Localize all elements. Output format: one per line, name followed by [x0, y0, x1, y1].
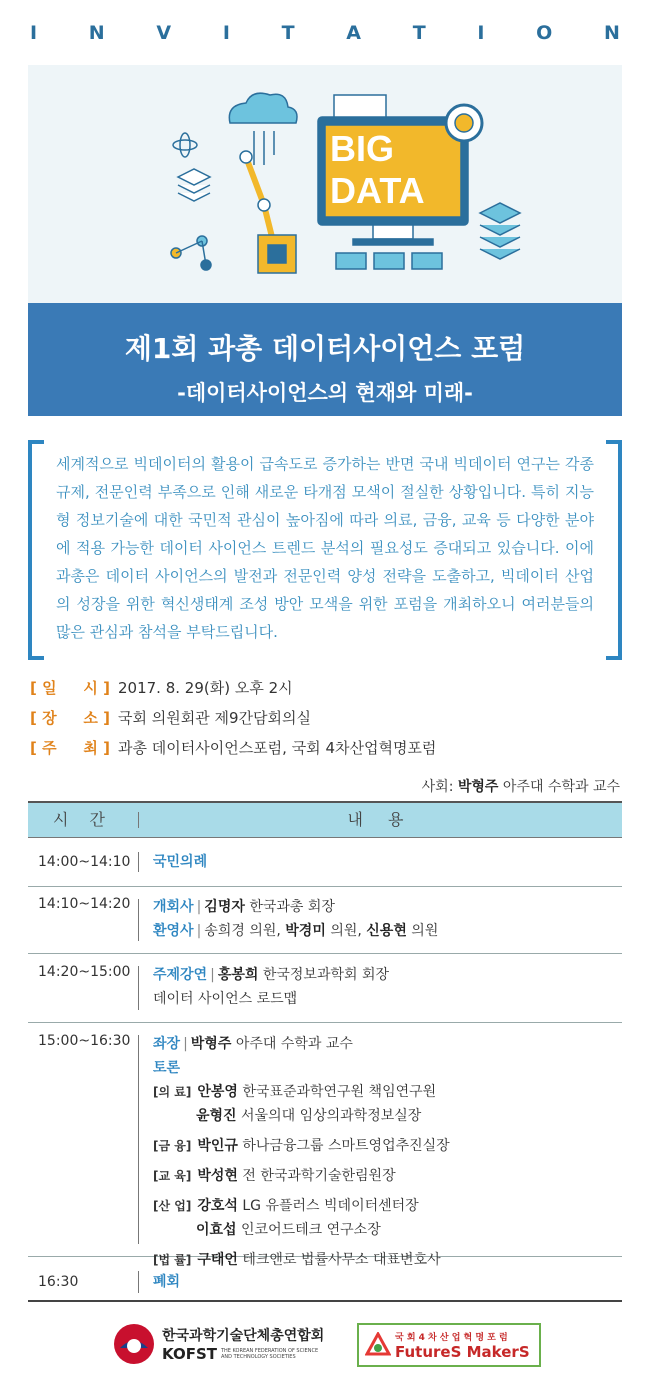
footer-divider — [28, 1300, 622, 1302]
row-time: 14:10~14:20 — [38, 896, 131, 912]
panelist-desc: 인코어드테크 연구소장 — [241, 1222, 381, 1238]
panelist-desc: LG 유플러스 빅데이터센터장 — [242, 1198, 419, 1214]
triangle-logo-icon — [365, 1332, 391, 1358]
info-date — [30, 673, 620, 703]
title-banner — [28, 303, 622, 416]
letter: N — [604, 22, 620, 44]
panel-label: 토론 — [153, 1060, 181, 1076]
forum-subtitle: -데이터사이언스의 현재와 미래- — [177, 381, 473, 405]
big-text: BIG — [330, 128, 395, 169]
speaker-desc: 아주대 수학과 교수 — [235, 1036, 353, 1052]
panelist-desc: 테크앤로 법률사무소 대표변호사 — [242, 1252, 441, 1268]
moderator-name: 박형주 — [457, 779, 499, 795]
panelist-desc: 서울의대 임상의과학정보실장 — [241, 1108, 422, 1124]
row-time: 16:30 — [38, 1274, 79, 1290]
panelist-name: 박성현 — [197, 1168, 238, 1184]
kofst-english-1: THE KOREAN FEDERATION OF SCIENCE — [220, 1348, 319, 1354]
speaker-desc: 한국과총 회장 — [249, 899, 335, 915]
panelist-name: 박인규 — [197, 1138, 238, 1154]
forum-title: 제1회 과총 데이터사이언스 포럼 — [124, 332, 526, 365]
data-text: DATA — [330, 170, 425, 211]
date-value: 2017. 8. 29(화) 오후 2시 — [118, 679, 293, 697]
speaker-desc: 의원 — [411, 923, 439, 939]
place-label — [30, 703, 110, 733]
welcome-speech: 환영사 | 송희경 의원, 박경미 의원, 신용현 의원 — [153, 923, 439, 939]
info-place — [30, 703, 620, 733]
schedule-header — [28, 801, 622, 838]
label-part: 시 ] — [83, 679, 110, 697]
kofst-logo — [112, 1322, 324, 1366]
role: 환영사 — [153, 923, 194, 939]
moderator-desc: 아주대 수학과 교수 — [502, 779, 620, 795]
letter: I — [30, 22, 38, 44]
field-tag: [의 료] — [153, 1085, 192, 1099]
intro-section — [28, 440, 622, 654]
letter: T — [281, 22, 295, 44]
row-title: 폐회 — [153, 1274, 181, 1290]
organizer-value: 과총 데이터사이언스포럼, 국회 4차산업혁명포럼 — [118, 739, 437, 757]
date-label — [30, 673, 110, 703]
panelist-desc: 하나금융그룹 스마트영업추진실장 — [242, 1138, 450, 1154]
label-part: [ 장 — [30, 709, 57, 727]
layers-icon — [178, 169, 210, 201]
speaker-name: 송희경 — [204, 923, 245, 939]
left-bracket — [28, 440, 44, 660]
moderator-label: 사회: — [421, 779, 454, 795]
lecture-topic: 데이터 사이언스 로드맵 — [153, 991, 298, 1007]
cloud-icon — [229, 93, 297, 123]
futures-makers-logo — [357, 1323, 541, 1367]
table-row — [28, 887, 622, 954]
label-part: 최 ] — [83, 739, 110, 757]
role: 주제강연 — [153, 967, 208, 983]
role: 개회사 — [153, 899, 194, 915]
atom-icon — [180, 133, 190, 157]
kofst-korean-name: 한국과학기술단체총연합회 — [162, 1328, 325, 1344]
field-tag: [산 업] — [153, 1199, 192, 1213]
speaker-desc: 한국정보과학회 회장 — [262, 967, 390, 983]
panelist-name: 안봉영 — [197, 1084, 238, 1100]
big-data-illustration — [28, 65, 622, 303]
label-part: [ 일 — [30, 679, 57, 697]
schedule-table — [28, 801, 622, 1307]
speaker-name: 박형주 — [190, 1036, 232, 1052]
field-tag: [법 률] — [153, 1253, 192, 1267]
label-part: [ 주 — [30, 739, 57, 757]
kofst-abbr: KOFST — [162, 1345, 217, 1363]
speaker-name: 홍봉희 — [217, 967, 259, 983]
row-time: 15:00~16:30 — [38, 1033, 131, 1049]
row-title: 국민의례 — [153, 854, 208, 870]
speaker-name: 박경미 — [285, 923, 326, 939]
organizer-label — [30, 733, 110, 763]
letter: T — [412, 22, 426, 44]
field-tag: [교 육] — [153, 1169, 192, 1183]
memory-icon — [336, 253, 366, 269]
book-icon — [334, 95, 386, 117]
role: 좌장 — [153, 1036, 181, 1052]
letter: N — [88, 22, 105, 44]
event-info — [30, 673, 620, 763]
kofst-english-2: AND TECHNOLOGY SOCIETIES — [220, 1354, 296, 1360]
moderator-info — [422, 776, 620, 796]
place-value: 국회 의원회관 제9간담회의실 — [118, 709, 311, 727]
row-time: 14:00~14:10 — [38, 854, 131, 870]
speaker-name: 신용현 — [366, 923, 407, 939]
futures-makers-top: 국 회 4 차 산 업 혁 명 포 럼 — [395, 1332, 508, 1343]
info-organizer — [30, 733, 620, 763]
time-column-header: 시 간 — [53, 810, 113, 829]
table-row — [28, 838, 622, 887]
speaker-desc: 의원, — [249, 923, 281, 939]
futures-makers-name: FutureS MakerS — [395, 1342, 530, 1361]
panelist-desc: 전 한국과학기술한림원장 — [242, 1168, 396, 1184]
opening-speech: 개회사 | 김명자 한국과총 회장 — [153, 899, 335, 915]
content-column-header: 내 용 — [347, 810, 414, 829]
letter: I — [222, 22, 230, 44]
table-row: 15:00~16:30 좌장 | 박형주 아주대 수학과 교수 토론 [의 료] 안봉영 한국표준과학연구원 책임연구원 윤형진 서울의대 임상의과학정보실장 [금 융] 박인규 하나금융그룹 스마트영업추진실장 [교 육] 박성현 전 한국과학기술한림원장 [산 업] 강호석 LG 유플러스 빅데이터센터장 이효섭 인코어드테크 연구소장 [법 률] 구태언 테크앤로 법률사무소 대표변호사 — [28, 1023, 622, 1257]
intro-text: 세계적으로 빅데이터의 활용이 급속도로 증가하는 반면 국내 빅데이터 연구는 각종 규제, 전문인력 부족으로 인해 새로운 타개점 모색이 절실한 상황입니다. 특히 지능형 정보기술에 대한 국민적 관심이 높아짐에 따라 의료, 금융, 교육 등 다양한 분야에 적용 가능한 데이터 사이언스 트렌드 분석의 필요성도 증대되고 있습니다. 이에 과총은 데이터 사이언스의 발전과 전문인력 양성 전략을 도출하고, 빅데이터 산업의 성장을 위한 혁신생태계 조성 방안 모색을 위한 포럼을 개최하오니 여러분들의 많은 관심과 참석을 부탁드립니다. — [56, 455, 594, 641]
right-bracket — [606, 440, 622, 660]
letter: A — [346, 22, 361, 44]
speaker-name: 김명자 — [204, 899, 245, 915]
panelist-name: 구태언 — [197, 1252, 238, 1268]
field-tag: [금 융] — [153, 1139, 192, 1153]
letter: V — [156, 22, 172, 44]
kofst-emblem-icon — [112, 1322, 156, 1366]
panelist-name: 윤형진 — [196, 1108, 237, 1124]
panelist-name: 강호석 — [197, 1198, 238, 1214]
invitation-heading — [30, 22, 620, 44]
label-part: 소 ] — [83, 709, 110, 727]
illustration-svg — [28, 65, 622, 303]
table-row: 14:20~15:00 주제강연 | 홍봉희 한국정보과학회 회장 데이터 사이언스 로드맵 — [28, 954, 622, 1023]
speaker-desc: 의원, — [330, 923, 362, 939]
panelist-desc: 한국표준과학연구원 책임연구원 — [242, 1084, 437, 1100]
panelist-name: 이효섭 — [196, 1222, 237, 1238]
letter: O — [536, 22, 553, 44]
letter: I — [477, 22, 485, 44]
row-time: 14:20~15:00 — [38, 964, 131, 980]
